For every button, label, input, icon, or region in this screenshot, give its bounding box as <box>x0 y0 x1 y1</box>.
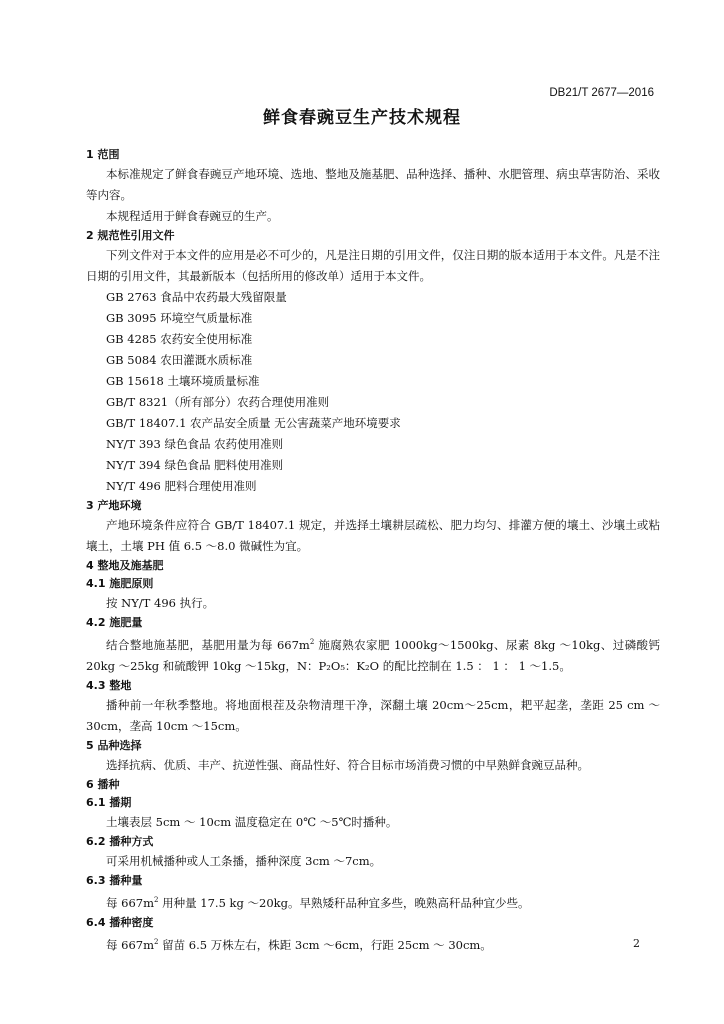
section-heading-references: 2 规范性引用文件 <box>86 229 175 242</box>
superscript: 2 <box>154 937 159 946</box>
subsection-heading: 6.1 播期 <box>86 795 132 809</box>
section-heading-land-preparation: 4 整地及施基肥 <box>86 559 164 572</box>
reference-item: NY/T 394 绿色食品 肥料使用准则 <box>106 458 284 472</box>
reference-item: GB 3095 环境空气质量标准 <box>106 311 253 325</box>
section-heading-variety: 5 品种选择 <box>86 738 142 752</box>
reference-item: GB 2763 食品中农药最大残留限量 <box>106 290 287 304</box>
reference-item: GB/T 8321（所有部分）农药合理使用准则 <box>106 395 330 409</box>
paragraph: 产地环境条件应符合 GB/T 18407.1 规定，并选择土壤耕层疏松、肥力均匀、排灌方便的壤土、沙壤土或粘壤土，土壤 PH 值 6.5 ～8.0 微碱性为宜。 <box>86 518 660 553</box>
subsection-heading: 6.3 播种量 <box>86 873 143 887</box>
paragraph <box>86 932 660 956</box>
reference-item: GB 4285 农药安全使用标准 <box>106 332 253 346</box>
text-run: 结合整地施基肥，基肥用量为每 667m <box>106 637 310 652</box>
subsection-heading: 4.1 施肥原则 <box>86 577 154 590</box>
paragraph <box>86 632 660 677</box>
paragraph: 播种前一年秋季整地。将地面根茬及杂物清理干净，深翻土壤 20cm～25cm，耙平起垄，垄距 25 cm ～30cm，垄高 10cm ～15cm。 <box>86 697 660 733</box>
document-body <box>86 146 660 955</box>
text-run: 留苗 6.5 万株左右，株距 3cm ～6cm，行距 25cm ～ 30cm。 <box>158 937 492 952</box>
paragraph: 下列文件对于本文件的应用是必不可少的，凡是注日期的引用文件，仅注日期的版本适用于本文件。凡是不注日期的引用文件，其最新版本（包括所用的修改单）适用于本文件。 <box>86 248 660 283</box>
superscript: 2 <box>154 895 159 904</box>
reference-item: NY/T 393 绿色食品 农药使用准则 <box>106 437 284 451</box>
text-run: 用种量 17.5 kg ～20kg。早熟矮秆品种宜多些，晚熟高秆品种宜少些。 <box>158 895 530 910</box>
reference-item: GB 5084 农田灌溉水质标准 <box>106 353 253 367</box>
paragraph: 本规程适用于鲜食春豌豆的生产。 <box>106 209 279 223</box>
paragraph <box>86 890 660 914</box>
subsection-heading: 6.4 播种密度 <box>86 915 154 929</box>
section-heading-scope: 1 范围 <box>86 148 120 161</box>
reference-item: GB 15618 土壤环境质量标准 <box>106 374 260 388</box>
standard-code: DB21/T 2677—2016 <box>549 87 654 99</box>
reference-item: GB/T 18407.1 农产品安全质量 无公害蔬菜产地环境要求 <box>106 416 401 430</box>
section-heading-sowing: 6 播种 <box>86 777 120 791</box>
paragraph: 本标准规定了鲜食春豌豆产地环境、选地、整地及施基肥、品种选择、播种、水肥管理、病虫草害防治、采收等内容。 <box>86 167 660 202</box>
reference-list <box>86 287 660 497</box>
text-run: 每 667m <box>106 937 155 952</box>
paragraph: 按 NY/T 496 执行。 <box>106 596 215 610</box>
subsection-heading: 4.3 整地 <box>86 678 132 692</box>
text-run: 每 667m <box>106 895 155 910</box>
text-run: 施腐熟农家肥 1000kg～1500kg、尿素 8kg ～10kg、过磷酸钙 20kg ～25kg 和硫酸钾 10kg ～15kg，N：P₂O₅：K₂O 的配比控制在 1.5 ： 1 ： 1 ～1.5。 <box>86 637 660 673</box>
subsection-heading: 6.2 播种方式 <box>86 834 154 848</box>
section-heading-environment: 3 产地环境 <box>86 499 142 512</box>
reference-item: NY/T 496 肥料合理使用准则 <box>106 479 257 493</box>
paragraph: 可采用机械播种或人工条播，播种深度 3cm ～7cm。 <box>106 853 382 868</box>
paragraph: 选择抗病、优质、丰产、抗逆性强、商品性好、符合目标市场消费习惯的中早熟鲜食豌豆品种。 <box>106 757 589 772</box>
subsection-heading: 4.2 施肥量 <box>86 616 143 629</box>
document-title: 鲜食春豌豆生产技术规程 <box>263 108 461 128</box>
paragraph: 土壤表层 5cm ～ 10cm 温度稳定在 0℃ ～5℃时播种。 <box>106 814 398 829</box>
page-number: 2 <box>633 937 640 950</box>
superscript: 2 <box>309 638 315 646</box>
